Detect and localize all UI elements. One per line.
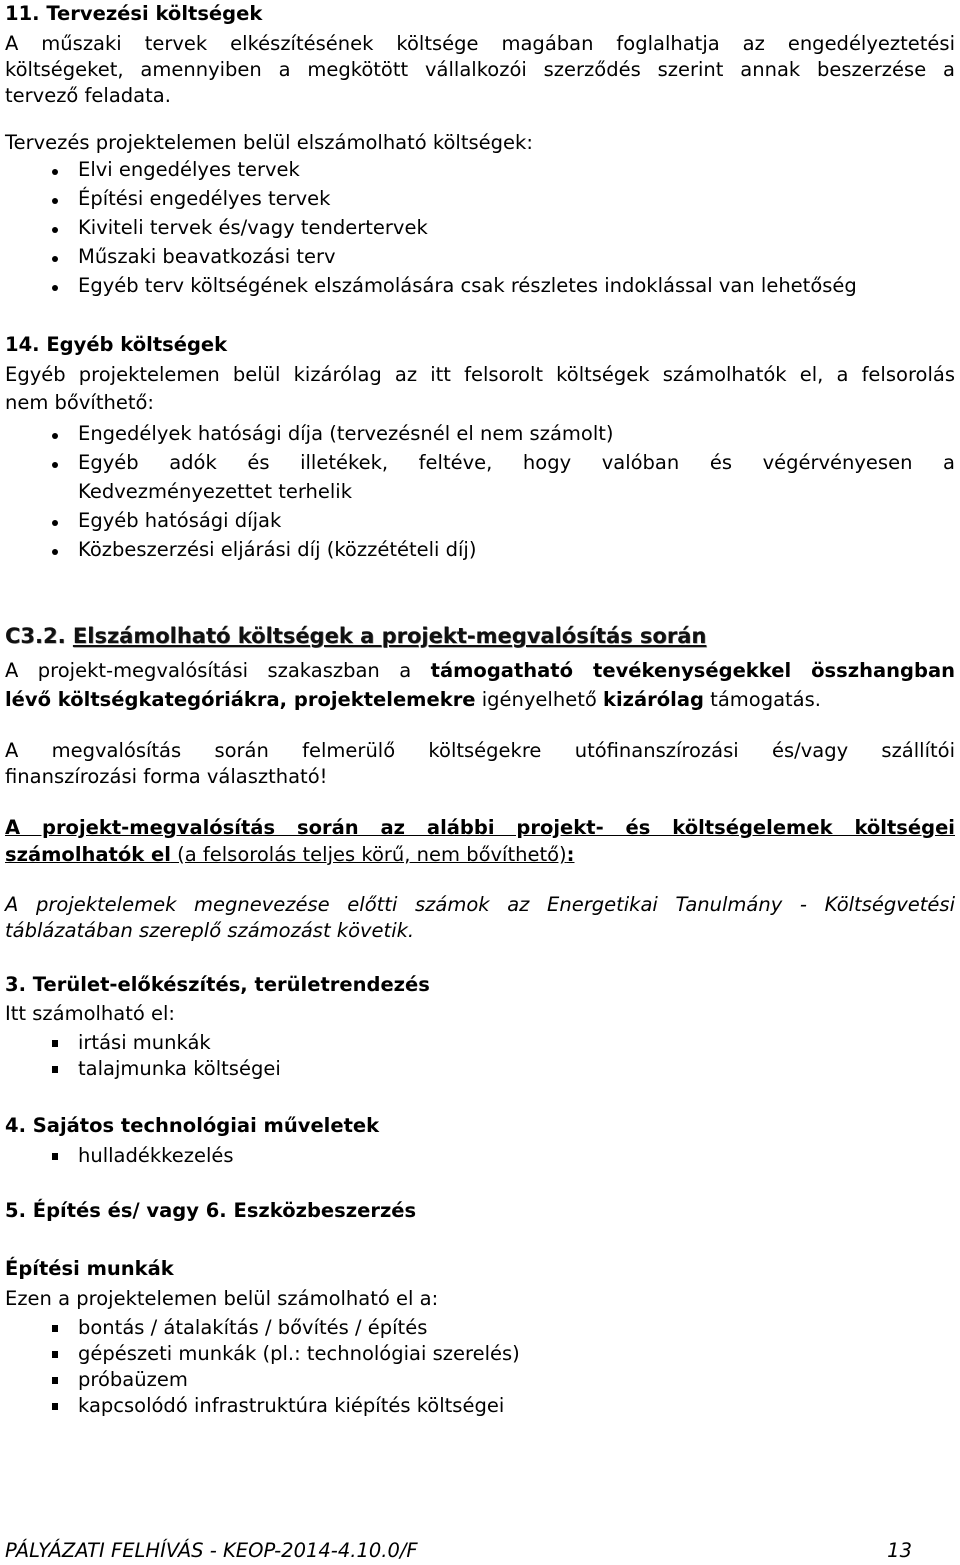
section-3-heading: 3. Terület-előkészítés, területrendezés [5,973,430,996]
list-item: Egyéb adók és illetékek, feltéve, hogy valóban és végérvényesen a [78,451,955,474]
square-bullet-icon [52,1153,58,1160]
list-item: Kiviteli tervek és/vagy tendertervek [78,216,428,239]
s11-paragraph-line-2: költségeket, amennyiben a megkötött vállalkozói szerződés szerint annak beszerzése a [5,58,955,81]
c32-paragraph-1-line-1: A projekt-megvalósítási szakaszban a támogatható tevékenységekkel összhangban [5,659,956,682]
list-item: Közbeszerzési eljárási díj (közzétételi díj) [78,538,477,561]
list-item: hulladékkezelés [78,1144,234,1167]
bullet-icon [52,285,58,291]
c32-paragraph-2-line-1: A megvalósítás során felmerülő költségekre utófinanszírozási és/vagy szállítói [5,739,955,762]
bullet-icon [52,198,58,204]
square-bullet-icon [52,1403,58,1410]
section-5-6-heading: 5. Építés és/ vagy 6. Eszközbeszerzés [5,1199,417,1222]
section-14-heading: 14. Egyéb költségek [5,333,228,356]
list-item: Műszaki beavatkozási terv [78,245,336,268]
s11-paragraph-line-3: tervező feladata. [5,84,171,107]
s11-paragraph-line-1: A műszaki tervek elkészítésének költsége magában foglalhatja az engedélyeztetési [5,32,955,55]
list-item: Elvi engedélyes tervek [78,158,300,181]
c32-title: Elszámolható költségek a projekt-megvalósítás során [72,624,707,648]
list-item: irtási munkák [78,1031,211,1054]
bullet-icon [52,256,58,262]
s14-paragraph-line-2: nem bővíthető: [5,391,154,414]
list-item: Engedélyek hatósági díja (tervezésnél el nem számolt) [78,422,614,445]
section-4-heading: 4. Sajátos technológiai műveletek [5,1114,380,1137]
c32-paragraph-3-line-1: A projekt-megvalósítás során az alábbi projekt- és költségelemek költségei [5,816,955,839]
page-footer [5,1539,912,1562]
c32-paragraph-1-line-2: lévő költségkategóriákra, projektelemekre igényelhető kizárólag támogatás. [5,688,821,711]
square-bullet-icon [52,1325,58,1332]
page-number: 13 [887,1539,912,1562]
section-11-heading: 11. Tervezési költségek [5,2,263,25]
c32-paragraph-4-line-1: A projektelemek megnevezése előtti számok az Energetikai Tanulmány - Költségvetési [5,893,955,916]
list-item: Egyéb hatósági díjak [78,509,282,532]
c32-heading [5,624,955,648]
c32-number: C3.2. [5,624,66,648]
bullet-icon [52,462,58,468]
epitesi-munkak-heading: Építési munkák [5,1257,174,1280]
c32-paragraph-3-line-2: számolhatók el (a felsorolás teljes körű, nem bővíthető): [5,843,575,866]
bullet-icon [52,169,58,175]
square-bullet-icon [52,1377,58,1384]
bullet-icon [52,520,58,526]
list-item: gépészeti munkák (pl.: technológiai szerelés) [78,1342,520,1365]
c32-paragraph-4-line-2: táblázatában szereplő számozást követik. [5,919,415,942]
square-bullet-icon [52,1351,58,1358]
list-item: talajmunka költségei [78,1057,281,1080]
list-item: Építési engedélyes tervek [78,187,331,210]
footer-title: PÁLYÁZATI FELHÍVÁS - KEOP-2014-4.10.0/F [5,1539,418,1562]
list-item-continuation: Kedvezményezettet terhelik [78,480,353,503]
epitesi-intro: Ezen a projektelemen belül számolható el a: [5,1287,439,1310]
list-item: Egyéb terv költségének elszámolására csak részletes indoklással van lehetőség [78,274,857,297]
s3-intro: Itt számolható el: [5,1002,175,1025]
list-item: kapcsolódó infrastruktúra kiépítés költségei [78,1394,505,1417]
bullet-icon [52,549,58,555]
list-item: próbaüzem [78,1368,188,1391]
c32-paragraph-2-line-2: finanszírozási forma választható! [5,765,328,788]
bullet-icon [52,227,58,233]
list-item: bontás / átalakítás / bővítés / építés [78,1316,428,1339]
s14-paragraph-line-1: Egyéb projektelemen belül kizárólag az itt felsorolt költségek számolhatók el, a felsorolás [5,363,955,386]
square-bullet-icon [52,1066,58,1073]
square-bullet-icon [52,1040,58,1047]
s11-list-intro: Tervezés projektelemen belül elszámolható költségek: [5,131,533,154]
bullet-icon [52,433,58,439]
